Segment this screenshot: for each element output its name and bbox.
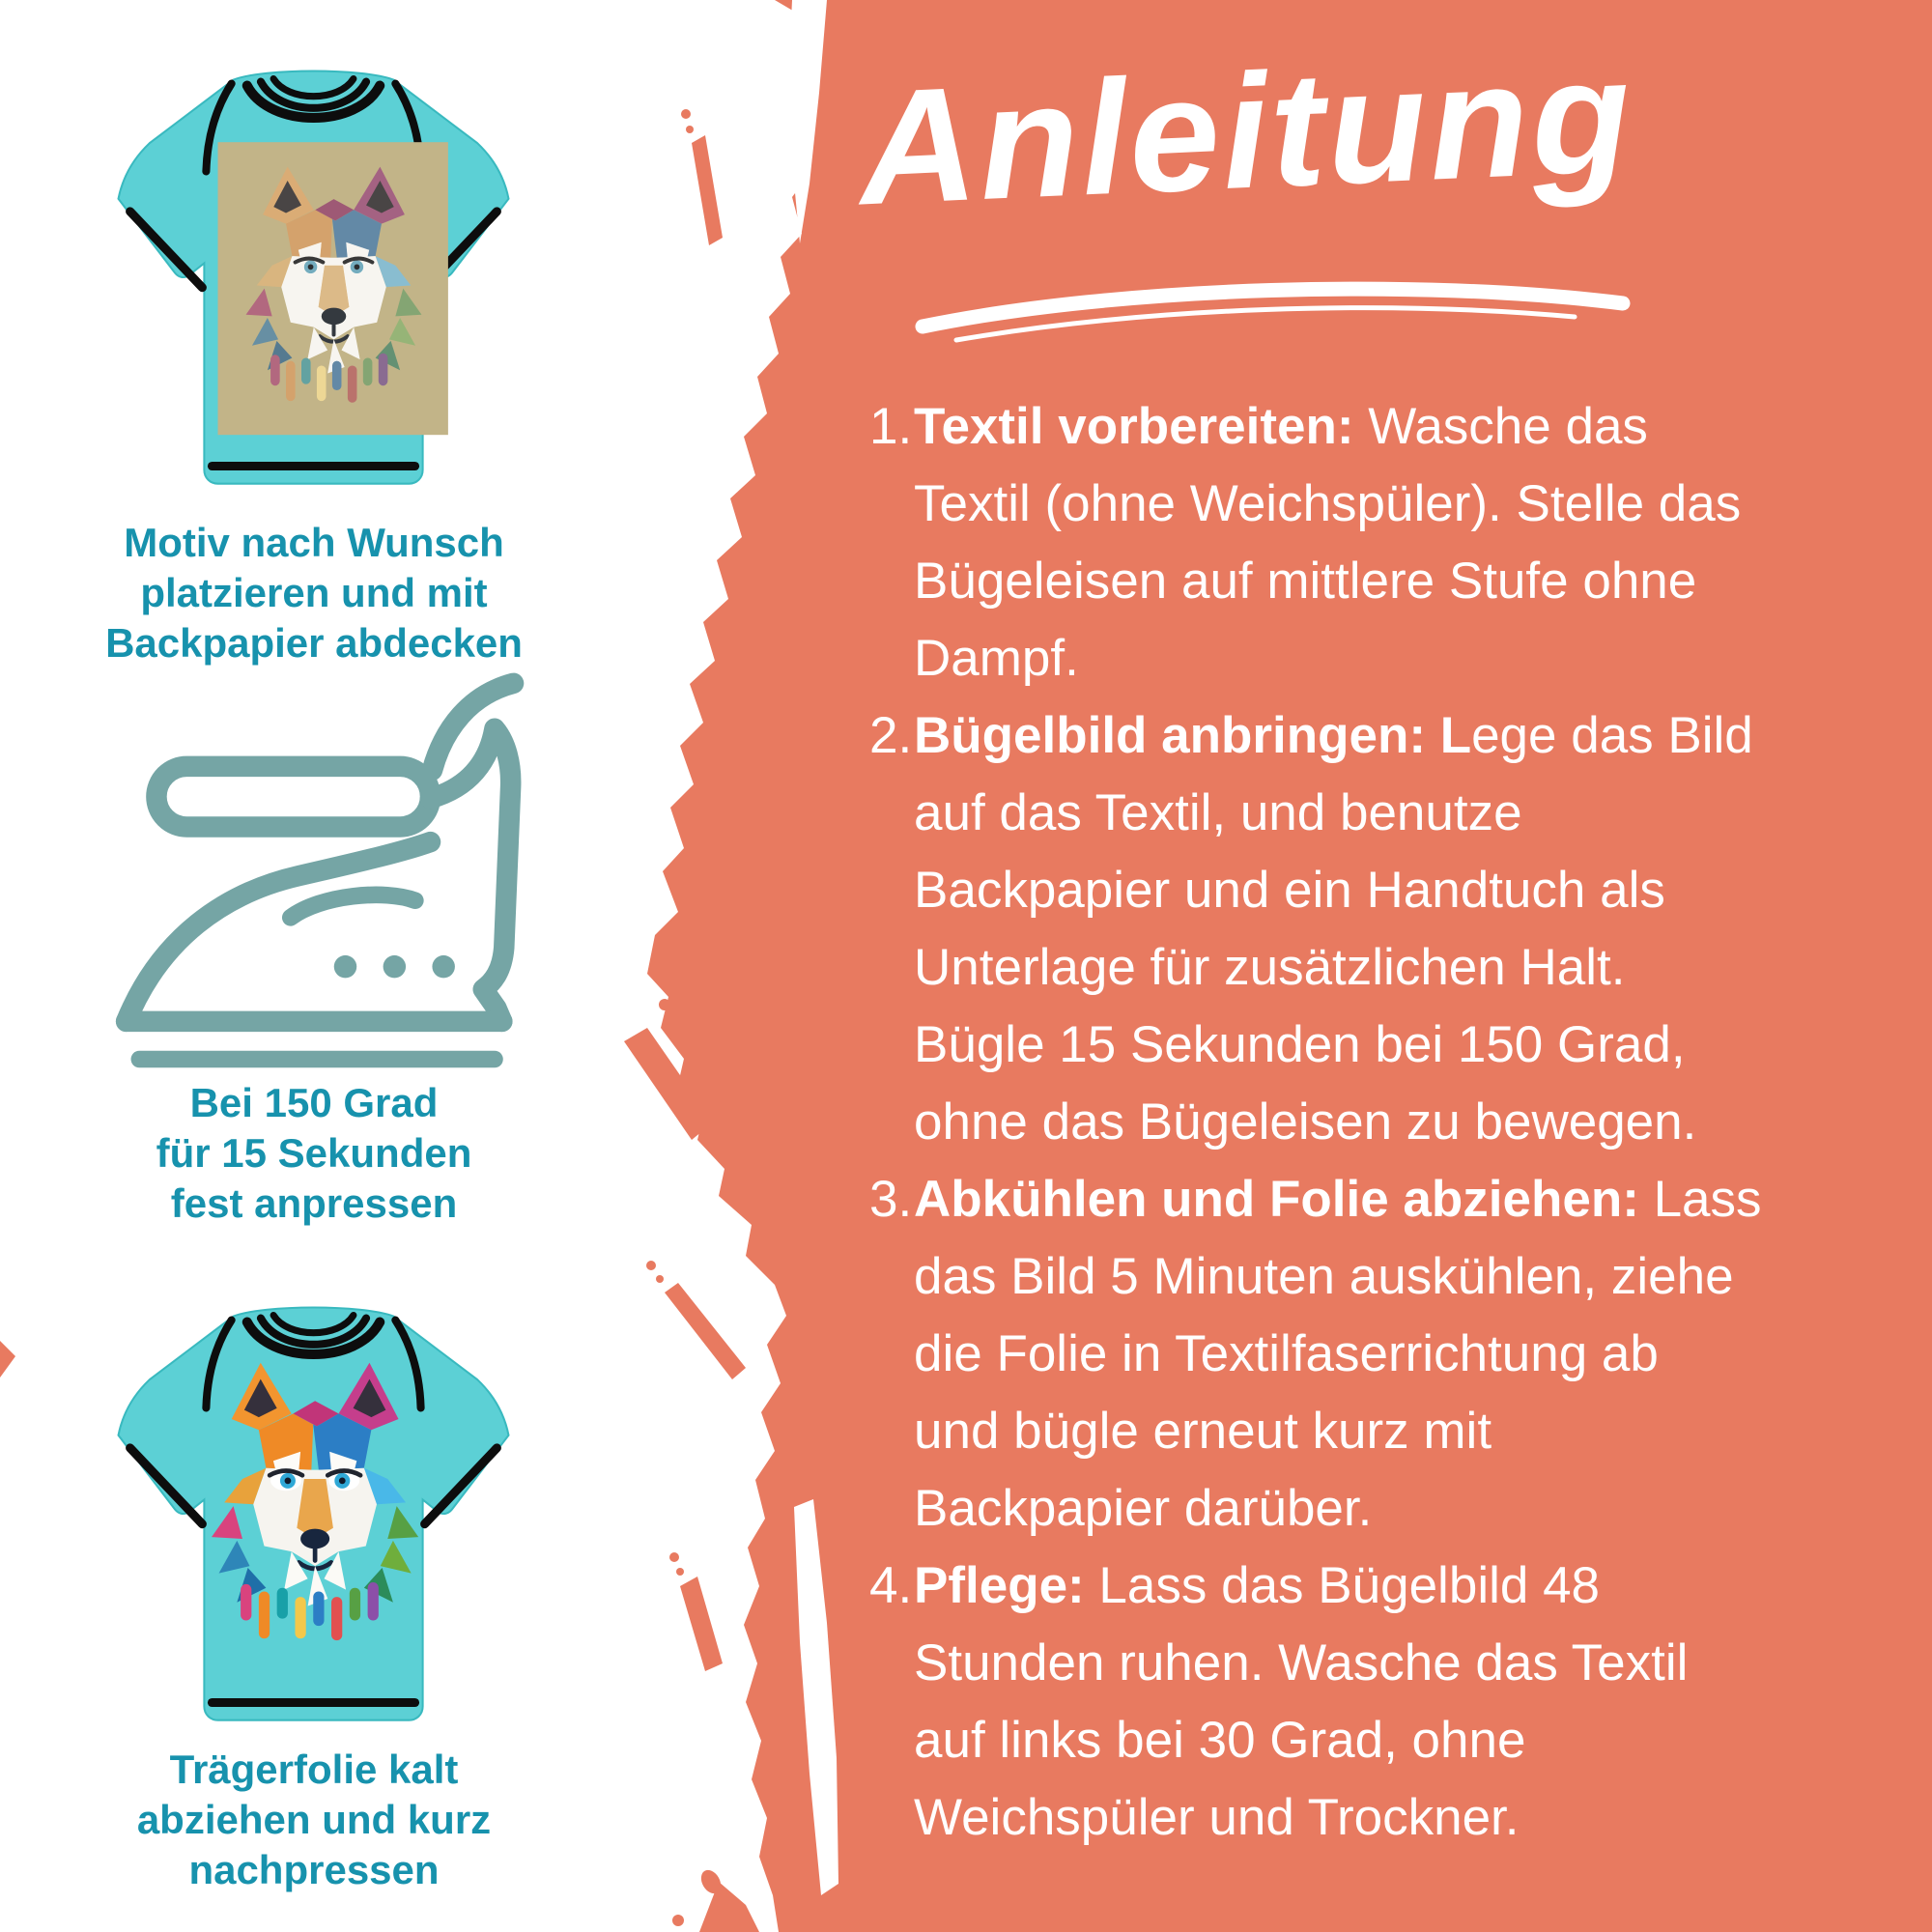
faded-wolf-motif	[246, 167, 422, 403]
instruction-first-line: Textil vorbereiten: Wasche das	[914, 398, 1648, 455]
instruction-body-lines: auf das Textil, und benutze Backpapier und ein Handtuch als Unterlage für zusätzlichen Halt. Bügle 15 Sekunden bei 150 Grad, ohne das Bügeleisen zu bewegen.	[914, 784, 1697, 1151]
iron-steam-dots	[334, 955, 455, 978]
instruction-body-lines: Stunden ruhen. Wasche das Textil auf links bei 30 Grad, ohne Weichspüler und Trockner.	[914, 1634, 1689, 1846]
instructions-list	[869, 388, 1905, 1857]
instruction-item-4	[869, 1548, 1905, 1857]
instruction-first-line: Bügelbild anbringen: Lege das Bild	[914, 707, 1753, 764]
poster-title: Anleitung	[855, 23, 1637, 240]
vivid-wolf-motif	[212, 1363, 418, 1640]
tshirt-with-vivid-wolf-print-icon	[70, 1277, 557, 1736]
iron-body-top	[127, 842, 431, 1022]
instruction-number: 4.	[869, 1557, 913, 1614]
instruction-item-3	[869, 1161, 1905, 1548]
instruction-number: 1.	[869, 398, 913, 455]
step-2-caption: Bei 150 Grad für 15 Sekunden fest anpressen	[156, 1080, 472, 1226]
instruction-item-1	[869, 388, 1905, 697]
instruction-first-line: Pflege: Lass das Bügelbild 48	[914, 1557, 1601, 1614]
tshirt-with-pastel-wolf-transfer-icon	[70, 41, 557, 499]
step-3-caption: Trägerfolie kalt abziehen und kurz nachpressen	[136, 1747, 492, 1892]
iron-inner-detail	[291, 895, 415, 917]
instruction-number: 2.	[869, 707, 913, 764]
instruction-item-2	[869, 697, 1905, 1161]
instruction-first-line: Abkühlen und Folie abziehen: Lass	[914, 1171, 1762, 1228]
instruction-number: 3.	[869, 1171, 913, 1228]
step-1-caption: Motiv nach Wunsch platzieren und mit Backpapier abdecken	[105, 520, 523, 666]
iron-handle	[156, 766, 431, 827]
iron-icon	[97, 655, 551, 1080]
left-edge-paint-fleck	[0, 1341, 15, 1378]
instruction-body-lines: das Bild 5 Minuten auskühlen, ziehe die Folie in Textilfaserrichtung ab und bügle erneut kurz mit Backpapier darüber.	[914, 1248, 1734, 1537]
instruction-body-lines: Textil (ohne Weichspüler). Stelle das Bügeleisen auf mittlere Stufe ohne Dampf.	[914, 475, 1742, 687]
